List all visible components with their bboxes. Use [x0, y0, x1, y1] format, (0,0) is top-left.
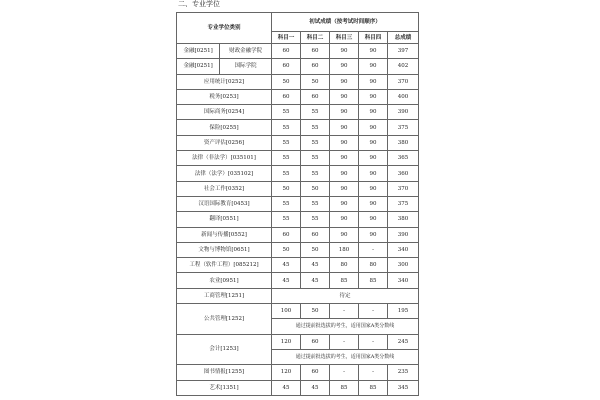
score-total: 375	[388, 120, 419, 135]
score-total: 245	[388, 334, 419, 349]
score-subject-3: 90	[330, 166, 359, 181]
program-name: 应用统计[0252]	[177, 74, 272, 89]
score-total: 397	[388, 44, 419, 59]
table-row	[177, 166, 419, 181]
score-subject-4: 90	[359, 120, 388, 135]
score-subject-3: 90	[330, 212, 359, 227]
score-subject-1: 55	[272, 151, 301, 166]
score-subject-4: -	[359, 365, 388, 380]
admission-note: 通过提前批选拔的考生，适用国家A类分数线	[272, 349, 419, 364]
score-subject-1: 60	[272, 44, 301, 59]
score-subject-1: 100	[272, 304, 301, 319]
col-header-subject-3: 科目三	[330, 32, 359, 44]
table-row	[177, 74, 419, 89]
score-total: 390	[388, 227, 419, 242]
program-name: 保险[0255]	[177, 120, 272, 135]
table-row-macc	[177, 334, 419, 349]
program-name: 会计[1253]	[177, 334, 272, 365]
program-name: 法律（非法学）[035101]	[177, 151, 272, 166]
score-subject-2: 60	[301, 227, 330, 242]
score-subject-3: 90	[330, 89, 359, 104]
score-subject-4: 90	[359, 166, 388, 181]
score-total: 402	[388, 59, 419, 74]
score-subject-3: 90	[330, 227, 359, 242]
score-subject-2: 55	[301, 105, 330, 120]
col-header-total: 总成绩	[388, 32, 419, 44]
score-subject-4: 90	[359, 74, 388, 89]
score-subject-2: 50	[301, 242, 330, 257]
score-subject-2: 55	[301, 196, 330, 211]
score-subject-2: 55	[301, 166, 330, 181]
score-subject-4: 90	[359, 59, 388, 74]
score-subject-3: 90	[330, 105, 359, 120]
score-subject-2: 45	[301, 258, 330, 273]
program-name: 汉语国际教育[0453]	[177, 196, 272, 211]
table-row	[177, 120, 419, 135]
score-subject-3: 90	[330, 151, 359, 166]
score-total: 370	[388, 181, 419, 196]
score-subject-1: 50	[272, 181, 301, 196]
score-total: 300	[388, 258, 419, 273]
score-subject-3: 80	[330, 258, 359, 273]
score-total: 340	[388, 242, 419, 257]
table-row	[177, 273, 419, 288]
score-subject-4: 90	[359, 105, 388, 120]
score-subject-3: -	[330, 365, 359, 380]
col-header-subject-4: 科目四	[359, 32, 388, 44]
score-subject-3: 90	[330, 74, 359, 89]
score-subject-1: 120	[272, 365, 301, 380]
score-subject-3: 90	[330, 135, 359, 150]
score-total: 390	[388, 105, 419, 120]
score-subject-2: 60	[301, 365, 330, 380]
category-cell	[177, 59, 272, 74]
program-name: 国际商务[0254]	[177, 105, 272, 120]
table-row	[177, 196, 419, 211]
score-subject-3: 85	[330, 380, 359, 395]
score-subject-1: 60	[272, 227, 301, 242]
score-subject-2: 55	[301, 120, 330, 135]
score-subject-3: 90	[330, 120, 359, 135]
score-subject-4: 85	[359, 380, 388, 395]
admission-note: 通过提前批选拔的考生，适用国家A类分数线	[272, 319, 419, 334]
program-name: 资产评估[0256]	[177, 135, 272, 150]
score-subject-1: 45	[272, 258, 301, 273]
score-subject-4: 90	[359, 181, 388, 196]
section-title: 二、专业学位	[178, 0, 220, 8]
score-subject-2: 50	[301, 74, 330, 89]
score-subject-1: 55	[272, 196, 301, 211]
score-subject-2: 60	[301, 59, 330, 74]
score-subject-1: 120	[272, 334, 301, 349]
score-subject-2: 60	[301, 334, 330, 349]
col-header-subject-2: 科目二	[301, 32, 330, 44]
score-subject-3: 85	[330, 273, 359, 288]
table-row-art	[177, 380, 419, 395]
table-row	[177, 242, 419, 257]
score-subject-4: 90	[359, 151, 388, 166]
program-name: 文物与博物馆[0651]	[177, 242, 272, 257]
score-subject-4: 90	[359, 212, 388, 227]
score-subject-2: 50	[301, 304, 330, 319]
score-total: 360	[388, 166, 419, 181]
table-row-mba	[177, 288, 419, 303]
program-name: 图书情报[1255]	[177, 365, 272, 380]
score-subject-2: 45	[301, 273, 330, 288]
score-total: 235	[388, 365, 419, 380]
score-subject-2: 50	[301, 181, 330, 196]
score-subject-2: 60	[301, 89, 330, 104]
score-subject-2: 55	[301, 212, 330, 227]
score-subject-3: 180	[330, 242, 359, 257]
score-subject-3: 90	[330, 59, 359, 74]
score-subject-3: 90	[330, 196, 359, 211]
score-subject-4: 90	[359, 135, 388, 150]
school-name: 财政金融学院	[229, 48, 263, 55]
score-subject-1: 45	[272, 380, 301, 395]
table-row	[177, 135, 419, 150]
program-name: 农业[0951]	[177, 273, 272, 288]
score-subject-4: -	[359, 334, 388, 349]
program-code: 金融[0251]	[177, 44, 220, 58]
table-row-mpa	[177, 304, 419, 319]
score-total: 345	[388, 380, 419, 395]
score-subject-3: -	[330, 304, 359, 319]
score-subject-2: 60	[301, 44, 330, 59]
score-subject-4: 80	[359, 258, 388, 273]
program-code: 金融[0251]	[177, 59, 220, 73]
score-total: 380	[388, 212, 419, 227]
score-subject-4: 90	[359, 196, 388, 211]
score-subject-1: 55	[272, 120, 301, 135]
score-subject-2: 45	[301, 380, 330, 395]
score-subject-1: 55	[272, 212, 301, 227]
score-subject-4: -	[359, 242, 388, 257]
program-name: 翻译[0551]	[177, 212, 272, 227]
score-subject-1: 55	[272, 135, 301, 150]
table-row	[177, 258, 419, 273]
score-total: 340	[388, 273, 419, 288]
program-name: 工程（软件工程）[085212]	[177, 258, 272, 273]
score-total: 365	[388, 151, 419, 166]
score-subject-1: 50	[272, 74, 301, 89]
col-header-subject-1: 科目一	[272, 32, 301, 44]
score-subject-4: 85	[359, 273, 388, 288]
table-row	[177, 212, 419, 227]
program-name: 社会工作[0352]	[177, 181, 272, 196]
score-subject-4: 90	[359, 227, 388, 242]
score-subject-2: 55	[301, 151, 330, 166]
category-cell	[177, 44, 272, 59]
score-table	[176, 12, 419, 396]
program-name: 新闻与传播[0552]	[177, 227, 272, 242]
score-subject-4: 90	[359, 44, 388, 59]
school-name: 国际学院	[234, 63, 257, 70]
program-name: 公共管理[1252]	[177, 304, 272, 335]
pending-note: 待定	[272, 288, 419, 303]
score-total: 400	[388, 89, 419, 104]
score-subject-4: -	[359, 304, 388, 319]
program-name: 工商管理[1251]	[177, 288, 272, 303]
program-name: 税务[0253]	[177, 89, 272, 104]
table-row	[177, 89, 419, 104]
score-subject-3: -	[330, 334, 359, 349]
score-subject-1: 45	[272, 273, 301, 288]
program-name: 法律（法学）[035102]	[177, 166, 272, 181]
score-subject-3: 90	[330, 181, 359, 196]
score-subject-1: 50	[272, 242, 301, 257]
program-name: 艺术[1351]	[177, 380, 272, 395]
table-row	[177, 105, 419, 120]
score-total: 380	[388, 135, 419, 150]
score-subject-1: 55	[272, 105, 301, 120]
table-row	[177, 59, 419, 74]
table-row	[177, 44, 419, 59]
score-subject-2: 55	[301, 135, 330, 150]
score-subject-1: 60	[272, 59, 301, 74]
table-row	[177, 151, 419, 166]
score-total: 370	[388, 74, 419, 89]
table-row-mlis	[177, 365, 419, 380]
score-total: 195	[388, 304, 419, 319]
category-header: 专业学位类别	[177, 13, 272, 44]
score-total: 375	[388, 196, 419, 211]
score-subject-1: 55	[272, 166, 301, 181]
table-row	[177, 181, 419, 196]
score-subject-4: 90	[359, 89, 388, 104]
score-subject-1: 60	[272, 89, 301, 104]
table-row	[177, 227, 419, 242]
score-group-header: 初试成绩（按考试时间顺序）	[272, 13, 419, 32]
score-subject-3: 90	[330, 44, 359, 59]
